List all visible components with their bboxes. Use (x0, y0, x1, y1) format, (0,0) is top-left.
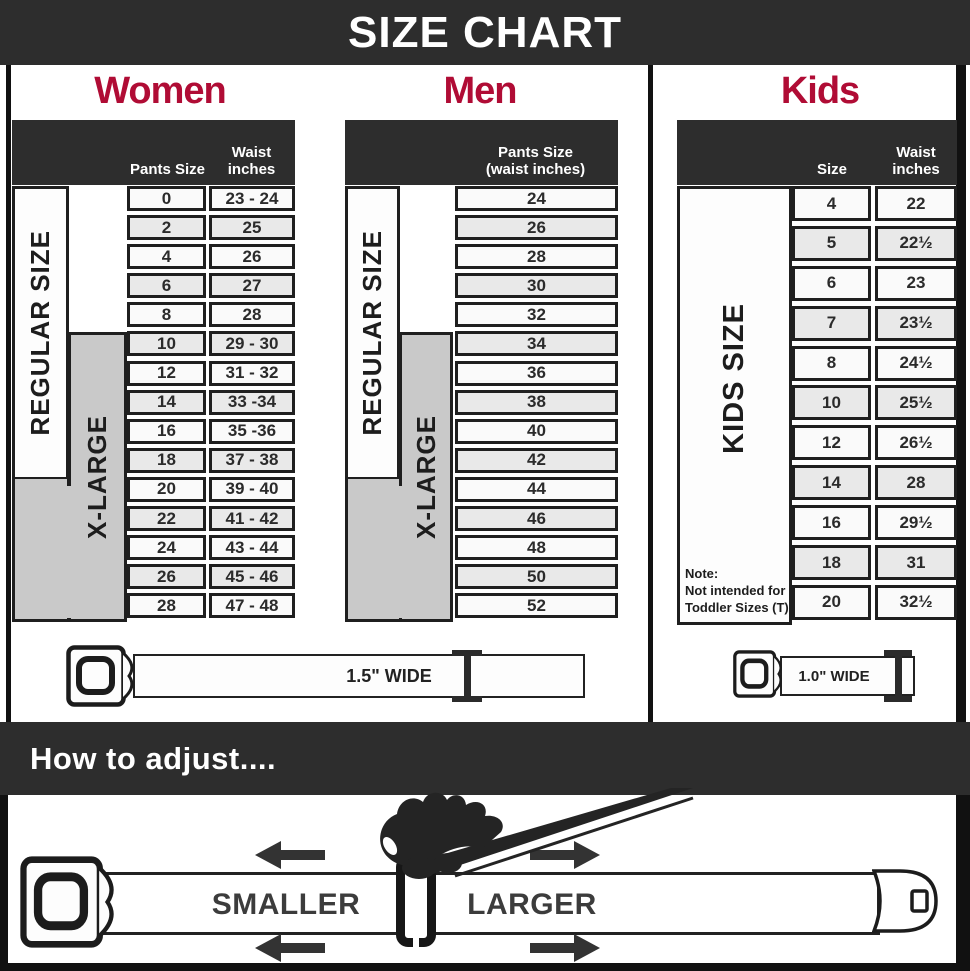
waist-inches-cell: 28 (209, 302, 295, 327)
men-table-header (345, 120, 618, 185)
men-xlarge-extension (345, 479, 402, 622)
women-table-row (127, 244, 295, 269)
women-waist-header: Waist inches (227, 143, 276, 178)
men-regular-size-label: REGULAR SIZE (357, 230, 387, 436)
how-to-adjust-heading: How to adjust.... (30, 740, 277, 776)
women-pants-size-header: Pants Size (129, 160, 206, 178)
pants-size-cell: 14 (127, 390, 206, 415)
kids-seatbelt-buckle-icon (733, 650, 785, 698)
kid-size-cell: 10 (792, 385, 871, 420)
kid-waist-cell: 32½ (875, 585, 957, 620)
adult-width-measure-icon (452, 650, 482, 702)
waist-inches-cell: 43 - 44 (209, 535, 295, 560)
women-table-row (127, 448, 295, 473)
kids-belt-width-label: 1.0" WIDE (798, 667, 870, 685)
pants-size-cell: 44 (455, 477, 618, 502)
kid-size-cell: 16 (792, 505, 871, 540)
men-table-row (455, 390, 618, 415)
waist-inches-cell: 23 - 24 (209, 186, 295, 211)
waist-inches-cell: 41 - 42 (209, 506, 295, 531)
women-table-row (127, 186, 295, 211)
women-table-row (127, 477, 295, 502)
arrow-right-icon (530, 934, 600, 962)
kid-size-cell: 4 (792, 186, 871, 221)
kids-heading: Kids (780, 70, 860, 112)
men-table-row (455, 593, 618, 618)
men-table-row (455, 564, 618, 589)
pants-size-cell: 4 (127, 244, 206, 269)
waist-inches-cell: 29 - 30 (209, 331, 295, 356)
pants-size-cell: 10 (127, 331, 206, 356)
pants-size-cell: 38 (455, 390, 618, 415)
waist-inches-cell: 37 - 38 (209, 448, 295, 473)
women-table-row (127, 535, 295, 560)
waist-inches-cell: 47 - 48 (209, 593, 295, 618)
men-table-row (455, 419, 618, 444)
pants-size-cell: 40 (455, 419, 618, 444)
women-heading: Women (94, 70, 226, 112)
women-table-row (127, 361, 295, 386)
kids-table-row (792, 186, 957, 221)
pants-size-cell: 18 (127, 448, 206, 473)
kid-waist-cell: 22½ (875, 226, 957, 261)
pants-size-cell: 26 (455, 215, 618, 240)
pants-size-cell: 42 (455, 448, 618, 473)
kid-size-cell: 14 (792, 465, 871, 500)
kids-table-row (792, 385, 957, 420)
men-heading: Men (443, 70, 517, 112)
kid-waist-cell: 26½ (875, 425, 957, 460)
men-table-row (455, 302, 618, 327)
kid-waist-cell: 23½ (875, 306, 957, 341)
kid-size-cell: 18 (792, 545, 871, 580)
pants-size-cell: 28 (455, 244, 618, 269)
men-table-row (455, 506, 618, 531)
men-table-row (455, 215, 618, 240)
women-table-header (12, 120, 295, 185)
pants-size-cell: 32 (455, 302, 618, 327)
kid-size-cell: 6 (792, 266, 871, 301)
women-xlarge-label: X-LARGE (82, 415, 112, 539)
larger-label: LARGER (467, 888, 597, 921)
women-size-table (127, 186, 295, 622)
kid-size-cell: 20 (792, 585, 871, 620)
women-table-row (127, 215, 295, 240)
men-xlarge-band (399, 332, 453, 622)
kid-waist-cell: 24½ (875, 346, 957, 381)
title-bar (0, 0, 970, 65)
adult-belt-width-label: 1.5" WIDE (346, 665, 432, 686)
frame-divider (648, 65, 653, 722)
waist-inches-cell: 33 -34 (209, 390, 295, 415)
women-table-row (127, 564, 295, 589)
women-xlarge-patch (64, 486, 76, 618)
kids-width-measure-icon (884, 650, 912, 702)
men-xlarge-label: X-LARGE (410, 415, 441, 539)
page-title: SIZE CHART (348, 7, 622, 57)
pants-size-cell: 24 (455, 186, 618, 211)
frame-border-right (956, 65, 966, 722)
women-table-row (127, 419, 295, 444)
waist-inches-cell: 27 (209, 273, 295, 298)
kid-size-cell: 12 (792, 425, 871, 460)
women-table-row (127, 506, 295, 531)
kids-table-row (792, 425, 957, 460)
kid-size-cell: 8 (792, 346, 871, 381)
pants-size-cell: 24 (127, 535, 206, 560)
men-table-row (455, 477, 618, 502)
kids-table-row (792, 266, 957, 301)
arrow-left-icon (255, 841, 325, 869)
adult-seatbelt-buckle-icon (66, 645, 138, 707)
men-table-row (455, 448, 618, 473)
men-table-row (455, 273, 618, 298)
men-size-table (455, 186, 618, 622)
kids-size-band (677, 186, 792, 625)
kid-waist-cell: 29½ (875, 505, 957, 540)
kids-table-row (792, 346, 957, 381)
kids-size-label: KIDS SIZE (718, 302, 750, 454)
pants-size-cell: 20 (127, 477, 206, 502)
men-table-row (455, 186, 618, 211)
pants-size-cell: 0 (127, 186, 206, 211)
kid-waist-cell: 28 (875, 465, 957, 500)
kid-size-cell: 7 (792, 306, 871, 341)
kids-table-row (792, 226, 957, 261)
how-to-adjust-bar (0, 722, 970, 795)
pants-size-cell: 22 (127, 506, 206, 531)
waist-inches-cell: 35 -36 (209, 419, 295, 444)
kids-waist-header: Waist inches (892, 143, 940, 178)
men-regular-size-band (345, 186, 400, 480)
kid-waist-cell: 25½ (875, 385, 957, 420)
women-xlarge-extension (12, 479, 70, 622)
women-regular-size-label: REGULAR SIZE (25, 230, 55, 436)
men-xlarge-patch (396, 486, 406, 618)
women-table-row (127, 593, 295, 618)
pants-size-cell: 2 (127, 215, 206, 240)
men-table-row (455, 535, 618, 560)
kid-waist-cell: 22 (875, 186, 957, 221)
pants-size-cell: 16 (127, 419, 206, 444)
kids-table-header (677, 120, 957, 185)
waist-inches-cell: 39 - 40 (209, 477, 295, 502)
adjusting-hand-illustration (335, 788, 970, 880)
pants-size-cell: 34 (455, 331, 618, 356)
pants-size-cell: 50 (455, 564, 618, 589)
kid-waist-cell: 23 (875, 266, 957, 301)
women-table-row (127, 331, 295, 356)
waist-inches-cell: 45 - 46 (209, 564, 295, 589)
panel-border-bottom (0, 963, 970, 971)
kid-size-cell: 5 (792, 226, 871, 261)
pants-size-cell: 48 (455, 535, 618, 560)
pants-size-cell: 52 (455, 593, 618, 618)
adjust-seatbelt-buckle-icon (20, 856, 120, 948)
pants-size-cell: 8 (127, 302, 206, 327)
kids-size-table (792, 186, 957, 625)
waist-inches-cell: 26 (209, 244, 295, 269)
kids-table-row (792, 505, 957, 540)
kids-table-row (792, 585, 957, 620)
kids-size-header: Size (816, 160, 847, 178)
kids-table-row (792, 306, 957, 341)
kids-table-row (792, 465, 957, 500)
pants-size-cell: 36 (455, 361, 618, 386)
frame-border-left (6, 65, 11, 722)
pants-size-cell: 46 (455, 506, 618, 531)
pants-size-cell: 12 (127, 361, 206, 386)
women-table-row (127, 390, 295, 415)
arrow-left-icon (255, 934, 325, 962)
women-table-row (127, 273, 295, 298)
waist-inches-cell: 25 (209, 215, 295, 240)
pants-size-cell: 6 (127, 273, 206, 298)
women-table-row (127, 302, 295, 327)
kid-waist-cell: 31 (875, 545, 957, 580)
pants-size-cell: 30 (455, 273, 618, 298)
women-regular-size-band (12, 186, 69, 480)
men-table-row (455, 331, 618, 356)
smaller-label: SMALLER (211, 888, 361, 921)
kids-table-row (792, 545, 957, 580)
panel-border-left (0, 795, 8, 971)
waist-inches-cell: 31 - 32 (209, 361, 295, 386)
men-table-row (455, 244, 618, 269)
kids-note: Note: Not intended for Toddler Sizes (T) (685, 566, 789, 616)
pants-size-cell: 28 (127, 593, 206, 618)
pants-size-cell: 26 (127, 564, 206, 589)
men-table-row (455, 361, 618, 386)
men-pants-size-header: Pants Size (waist inches) (485, 143, 586, 178)
women-xlarge-band (68, 332, 127, 622)
